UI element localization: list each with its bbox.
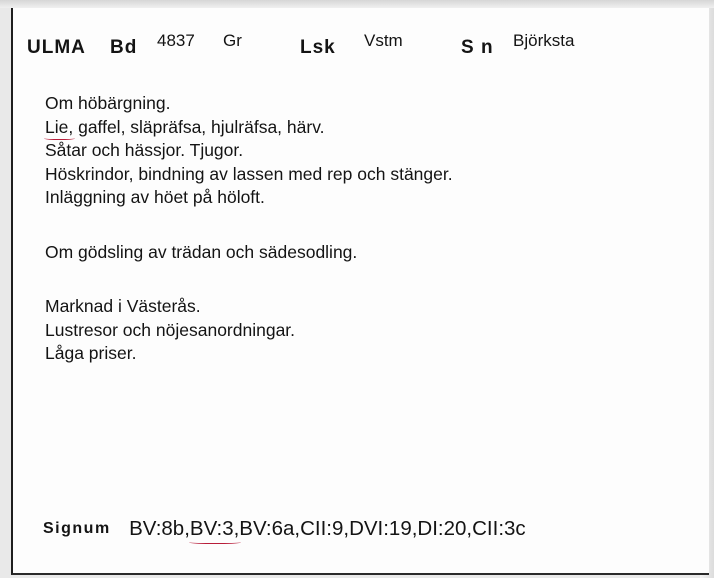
bd-label: Bd xyxy=(110,37,138,58)
text-line: Inläggning av höet på höloft. xyxy=(45,187,265,207)
card-header xyxy=(27,26,697,56)
underlined-signum-code: BV:3, xyxy=(190,517,239,540)
text-line: Lie, gaffel, släpräfsa, hjulräfsa, härv. xyxy=(45,116,685,140)
signum-codes: BV:8b,BV:3, BV:6a,CII:9,DVI:19,DI:20,CII:3c xyxy=(129,517,526,540)
lsk-value: Vstm xyxy=(364,31,403,50)
text-line: Om gödsling av trädan och sädesodling. xyxy=(45,241,358,262)
text-line: Lustresor och nöjesanordningar. xyxy=(45,319,296,340)
text-line: Marknad i Västerås. xyxy=(45,296,201,316)
paragraph-gap xyxy=(45,210,685,241)
card-body xyxy=(45,92,685,366)
signum-label: Signum xyxy=(43,520,111,537)
signum-row xyxy=(43,517,526,541)
sn-label: S n xyxy=(461,37,494,58)
underlined-word: Lie, xyxy=(45,117,73,137)
sn-value: Björksta xyxy=(513,31,575,50)
red-underline-mark xyxy=(189,540,241,544)
ulma-label: ULMA xyxy=(27,37,86,58)
text-line: Höskrindor, bindning av lassen med rep och stänger. xyxy=(45,163,453,184)
gr-value: Gr xyxy=(223,31,242,50)
archive-index-card xyxy=(11,8,709,575)
bd-value: 4837 xyxy=(157,31,195,50)
text-line: Låga priser. xyxy=(45,343,137,363)
scan-top-edge xyxy=(0,0,714,8)
red-underline-mark xyxy=(44,136,75,140)
paragraph-gap xyxy=(45,264,685,295)
lsk-label: Lsk xyxy=(300,37,336,58)
text-line: Om höbärgning. xyxy=(45,93,171,113)
text-line: Såtar och hässjor. Tjugor. xyxy=(45,140,244,160)
